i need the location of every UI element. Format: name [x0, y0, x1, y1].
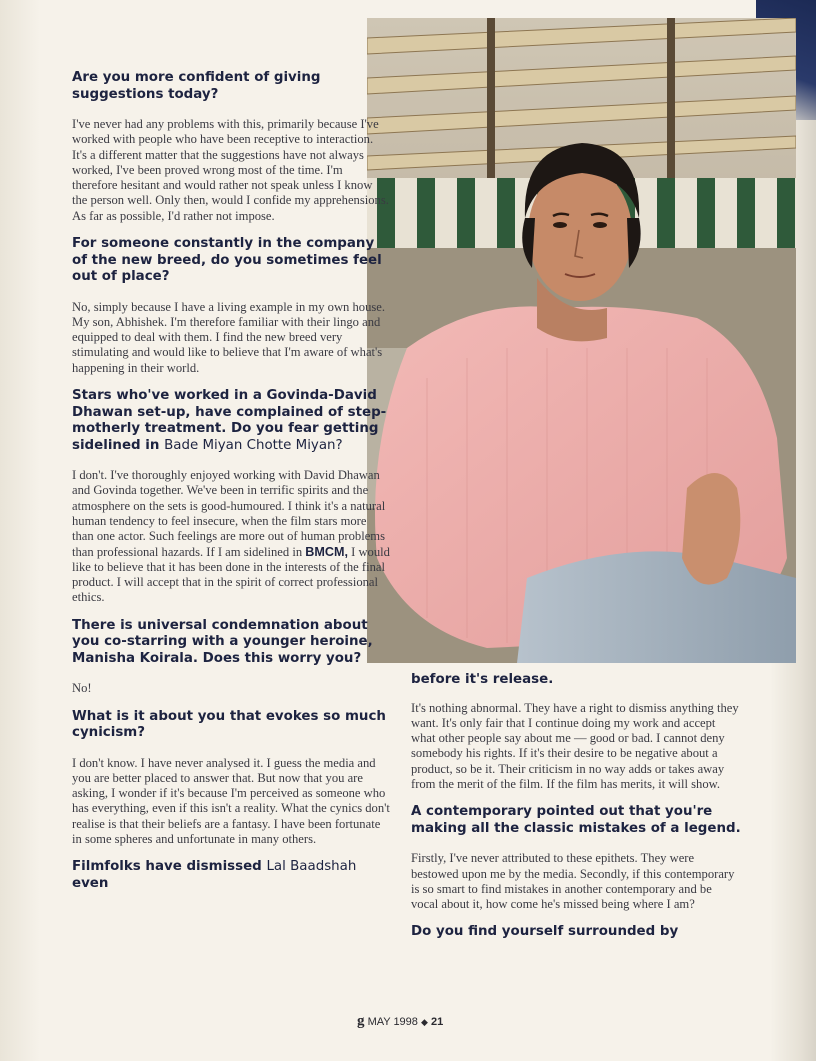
question-6-film-title: Lal Baadshah — [266, 859, 357, 875]
question-3-film-title: Bade Miyan Chotte Miyan? — [164, 437, 343, 453]
answer-3-text-1: I don't. I've thoroughly enjoyed working with David Dhawan and Govinda together. We've been in terrific spirits and the atmosphere on the sets is good-humoured. I think it's a natural human tendency to feel insecure, when the film stars more than one actor. Such feelings are more out of human problems than professional hazards. If I am sidelined in — [72, 468, 386, 559]
question-3-text: Stars who've worked in a Govinda-David Dhawan set-up, have complained of step-motherly treatment. Do you fear getting sidelined in — [72, 388, 387, 453]
answer-7: Firstly, I've never attributed to these epithets. They were bestowed upon me by the media. Secondly, if this contemporary is so smart to find mistakes in another contemporary and be vocal about it, how come he's missed being where I am? — [411, 851, 735, 912]
question-8: Do you find yourself surrounded by — [411, 924, 679, 940]
question-6-text-1: Filmfolks have dismissed — [72, 859, 262, 875]
question-6-continued: before it's release. — [411, 672, 554, 687]
left-column — [72, 70, 390, 892]
answer-3-text-2: I would like to believe that it has been done in the interests of the final product. I will accept that in the spirit of correct professional ethics. — [72, 544, 390, 605]
question-3 — [72, 388, 390, 454]
question-6 — [72, 859, 390, 892]
page-number: 21 — [430, 1016, 444, 1028]
answer-2: No, simply because I have a living example in my own house. My son, Abhishek. I'm therefore familiar with their lingo and equipped to deal with them. I find the new breed very stimulating and would like to believe that I'm aware of what's happening in their world. — [72, 299, 386, 375]
question-4: There is universal condemnation about you co-starring with a younger heroine, Manisha Koirala. Does this worry you? — [72, 617, 373, 666]
question-2: For someone constantly in the company of the new breed, do you sometimes feel out of place? — [72, 236, 382, 285]
right-column — [411, 672, 741, 941]
page-footer — [357, 1013, 443, 1030]
bullet-icon: ◆ — [420, 1017, 428, 1027]
answer-6: It's nothing abnormal. They have a right to dismiss anything they want. It's only fair that I continue doing my work and accept what other people say about me — good or bad. I cannot deny somebody his rights. If it's their desire to be negative about a product, so be it. Their criticism in no way adds or takes away from the merit of the film. If the film has merits, it will show. — [411, 700, 739, 791]
answer-3 — [72, 468, 390, 606]
issue-date: MAY 1998 — [367, 1016, 418, 1028]
portrait-illustration — [367, 18, 796, 663]
portrait-photo — [367, 18, 796, 663]
question-1: Are you more confident of giving suggestions today? — [72, 70, 321, 102]
question-7: A contemporary pointed out that you're making all the classic mistakes of a legend. — [411, 804, 741, 836]
answer-5: I don't know. I have never analysed it. I guess the media and you are better placed to answer that. But now that you are asking, I wonder if it's because I'm perceived as someone who has everything, even if this isn't a reality. What the cynics don't realise is that their beliefs are a fantasy. I have been fortunate in some spheres and unfortunate in many others. — [72, 755, 390, 847]
question-6-text-2: even — [72, 875, 109, 891]
answer-3-bold: BMCM, — [305, 544, 348, 559]
magazine-logo: g — [357, 1013, 365, 1029]
answer-1: I've never had any problems with this, primarily because I've worked with people who have been receptive to interaction. It's a different matter that the suggestions have not always worked, I've been proved wrong most of the time. I'm therefore hesitant and would rather not speak unless I know the person well. Only then, would I confide my apprehensions. As far as possible, I'd rather not impose. — [72, 117, 389, 223]
question-5: What is it about you that evokes so much cynicism? — [72, 708, 386, 741]
answer-4: No! — [72, 681, 92, 696]
